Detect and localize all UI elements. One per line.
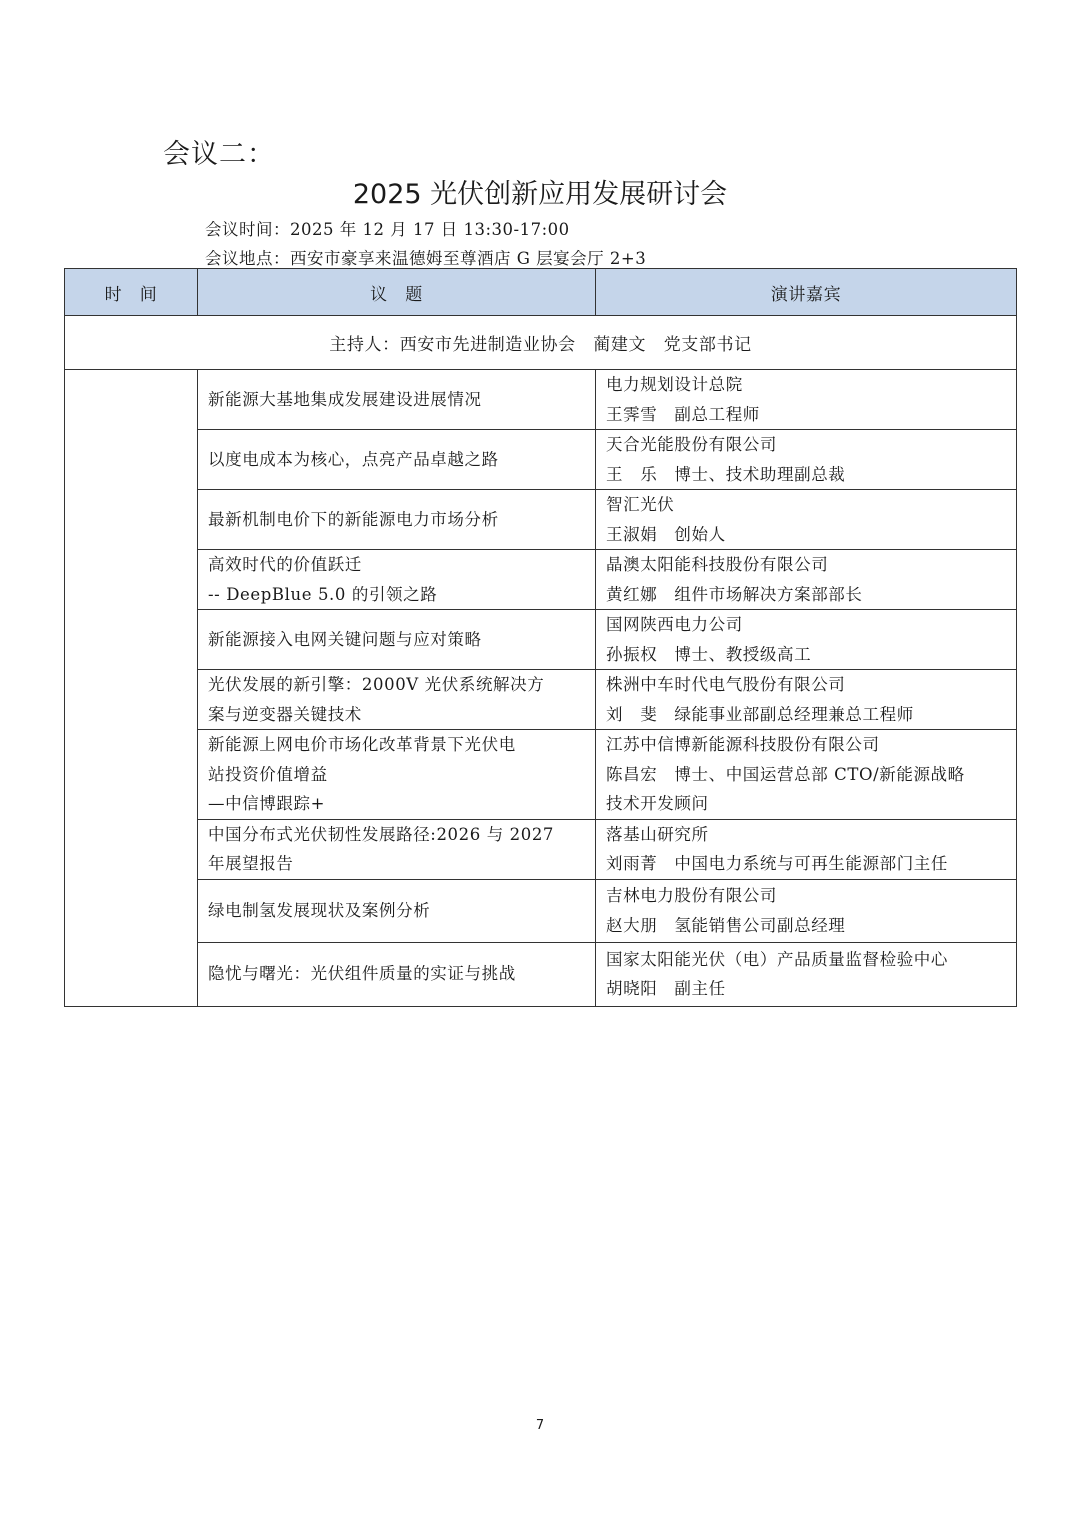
topic-line: 最新机制电价下的新能源电力市场分析 bbox=[208, 509, 499, 529]
speaker-organization: 晶澳太阳能科技股份有限公司 bbox=[606, 555, 829, 574]
topic-line: 高效时代的价值跃迁 bbox=[208, 555, 362, 574]
topic-line: 站投资价值增益 bbox=[208, 764, 328, 784]
agenda-row bbox=[65, 430, 1017, 490]
topic-cell bbox=[198, 942, 596, 1006]
host-row bbox=[65, 316, 1017, 370]
speaker-organization: 落基山研究所 bbox=[606, 824, 709, 844]
agenda-row bbox=[65, 819, 1017, 879]
speaker-name-title: 胡晓阳 副主任 bbox=[606, 979, 726, 998]
host-cell: 主持人：西安市先进制造业协会 蔺建文 党支部书记 bbox=[65, 316, 1017, 370]
topic-line: 新能源上网电价市场化改革背景下光伏电 bbox=[208, 735, 516, 754]
agenda-row bbox=[65, 610, 1017, 670]
topic-cell bbox=[198, 370, 596, 430]
topic-line: —中信博跟踪+ bbox=[208, 794, 326, 813]
speaker-cell bbox=[596, 430, 1017, 490]
topic-cell bbox=[198, 879, 596, 942]
speaker-cell bbox=[596, 550, 1017, 610]
speaker-organization: 江苏中信博新能源科技股份有限公司 bbox=[606, 735, 880, 754]
topic-cell bbox=[198, 730, 596, 820]
speaker-name-title: 王淑娟 创始人 bbox=[606, 524, 726, 544]
speaker-cell bbox=[596, 370, 1017, 430]
speaker-name-title: 王霁雪 副总工程师 bbox=[606, 404, 760, 424]
meeting-time-label: 会议时间： bbox=[205, 220, 290, 239]
agenda-row bbox=[65, 490, 1017, 550]
topic-line: 绿电制氢发展现状及案例分析 bbox=[208, 900, 431, 920]
page-number: 7 bbox=[535, 1418, 545, 1433]
speaker-cell bbox=[596, 942, 1017, 1006]
topic-line: 新能源接入电网关键问题与应对策略 bbox=[208, 629, 482, 649]
speaker-cell bbox=[596, 819, 1017, 879]
meeting-time bbox=[205, 216, 570, 240]
topic-line: -- DeepBlue 5.0 的引领之路 bbox=[208, 584, 438, 604]
speaker-name-title: 王 乐 博士、技术助理副总裁 bbox=[606, 464, 846, 484]
topic-line: 以度电成本为核心，点亮产品卓越之路 bbox=[208, 449, 499, 469]
agenda-row bbox=[65, 942, 1017, 1006]
meeting-time-value: 2025 年 12 月 17 日 13:30-17:00 bbox=[290, 220, 570, 239]
agenda-row bbox=[65, 670, 1017, 730]
speaker-cell bbox=[596, 610, 1017, 670]
speaker-name-title: 孙振权 博士、教授级高工 bbox=[606, 644, 812, 664]
speaker-cell bbox=[596, 670, 1017, 730]
topic-cell bbox=[198, 550, 596, 610]
speaker-cell bbox=[596, 730, 1017, 820]
speaker-organization: 吉林电力股份有限公司 bbox=[606, 886, 777, 905]
speaker-organization: 智汇光伏 bbox=[606, 495, 675, 514]
speaker-name-title: 技术开发顾问 bbox=[606, 794, 709, 813]
meeting-place bbox=[205, 245, 646, 269]
header-topic: 议 题 bbox=[198, 269, 596, 316]
speaker-cell bbox=[596, 879, 1017, 942]
speaker-name-title: 赵大朋 氢能销售公司副总经理 bbox=[606, 915, 846, 935]
table-header-row bbox=[65, 269, 1017, 316]
topic-cell bbox=[198, 490, 596, 550]
topic-line: 新能源大基地集成发展建设进展情况 bbox=[208, 389, 482, 409]
speaker-name-title: 陈昌宏 博士、中国运营总部 CTO/新能源战略 bbox=[606, 764, 965, 784]
page-title: 2025 光伏创新应用发展研讨会 bbox=[352, 179, 728, 210]
topic-cell bbox=[198, 430, 596, 490]
header-speaker: 演讲嘉宾 bbox=[596, 269, 1017, 316]
agenda-row bbox=[65, 550, 1017, 610]
agenda-row bbox=[65, 370, 1017, 430]
agenda-row bbox=[65, 879, 1017, 942]
topic-line: 年展望报告 bbox=[208, 854, 294, 873]
topic-cell bbox=[198, 610, 596, 670]
time-cell bbox=[65, 370, 198, 1007]
topic-line: 案与逆变器关键技术 bbox=[208, 704, 362, 724]
topic-line: 隐忧与曙光：光伏组件质量的实证与挑战 bbox=[208, 964, 516, 984]
topic-cell bbox=[198, 670, 596, 730]
meeting-place-label: 会议地点： bbox=[205, 249, 290, 268]
meeting-place-value: 西安市豪享来温德姆至尊酒店 G 层宴会厅 2+3 bbox=[290, 249, 647, 268]
topic-cell bbox=[198, 819, 596, 879]
header-time: 时 间 bbox=[65, 269, 198, 316]
speaker-organization: 株洲中车时代电气股份有限公司 bbox=[606, 675, 846, 694]
topic-line: 光伏发展的新引擎：2000V 光伏系统解决方 bbox=[208, 675, 545, 694]
speaker-cell bbox=[596, 490, 1017, 550]
speaker-name-title: 黄红娜 组件市场解决方案部部长 bbox=[606, 584, 863, 604]
speaker-name-title: 刘雨菁 中国电力系统与可再生能源部门主任 bbox=[606, 854, 948, 873]
speaker-name-title: 刘 斐 绿能事业部副总经理兼总工程师 bbox=[606, 704, 914, 724]
agenda-row bbox=[65, 730, 1017, 820]
agenda-table bbox=[64, 268, 1017, 1007]
speaker-organization: 天合光能股份有限公司 bbox=[606, 435, 777, 454]
speaker-organization: 电力规划设计总院 bbox=[606, 375, 743, 394]
speaker-organization: 国网陕西电力公司 bbox=[606, 615, 743, 634]
section-label: 会议二： bbox=[163, 139, 275, 170]
speaker-organization: 国家太阳能光伏（电）产品质量监督检验中心 bbox=[606, 949, 948, 969]
topic-line: 中国分布式光伏韧性发展路径:2026 与 2027 bbox=[208, 824, 555, 844]
